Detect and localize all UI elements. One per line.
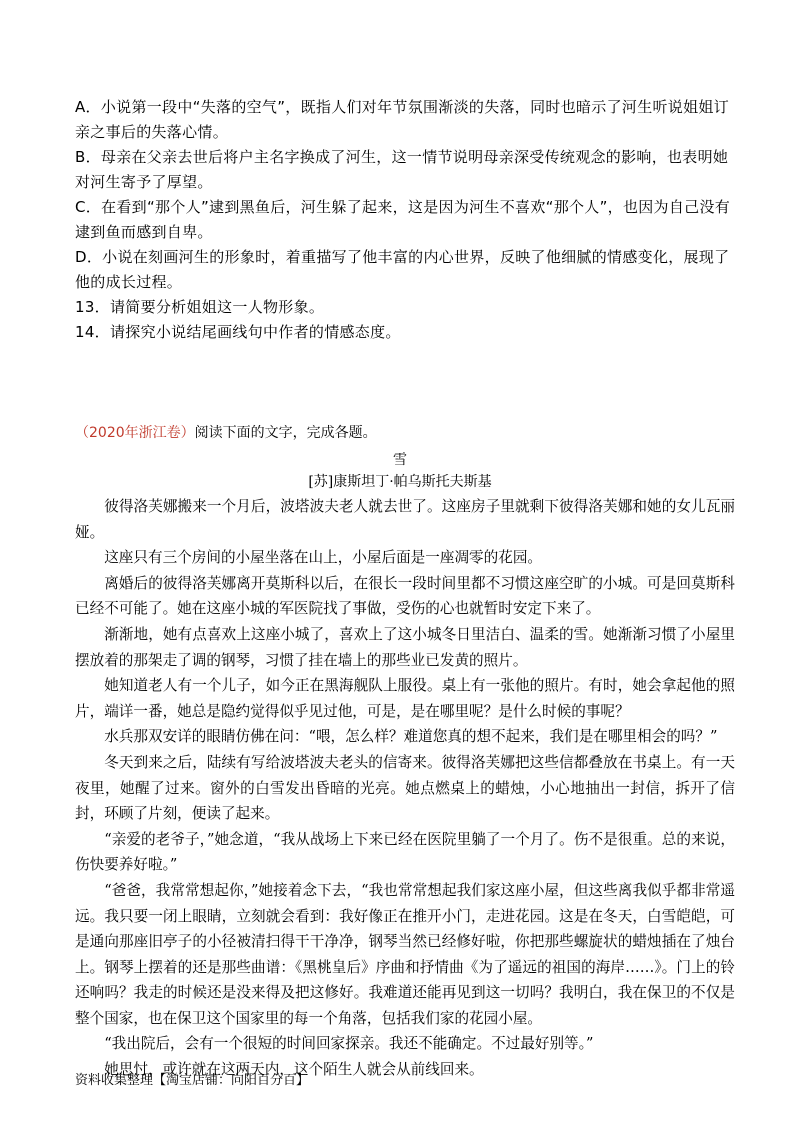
reading-instruction: 阅读下面的文字，完成各题。 — [194, 425, 377, 441]
question-13: 13．请简要分析姐姐这一人物形象。 — [75, 298, 325, 316]
story-body — [75, 494, 735, 1083]
story-paragraph: 她知道老人有一个儿子，如今正在黑海舰队上服役。桌上有一张他的照片。有时，她会拿起他的照片，端详一番，她总是隐约觉得似乎见过他，可是，是在哪里呢？是什么时候的事呢？ — [75, 677, 735, 720]
story-paragraph: 这座只有三个房间的小屋坐落在山上，小屋后面是一座凋零的花园。 — [104, 549, 543, 567]
story-paragraph: 彼得洛芙娜搬来一个月后，波塔波夫老人就去世了。这座房子里就剩下彼得洛芙娜和她的女儿瓦丽娅。 — [75, 498, 735, 541]
option-b: B．母亲在父亲去世后将户主名字换成了河生，这一情节说明母亲深受传统观念的影响，也表明她对河生寄予了厚望。 — [75, 148, 729, 191]
story-paragraph: 冬天到来之后，陆续有写给波塔波夫老头的信寄来。彼得洛芙娜把这些信都叠放在书桌上。有一天夜里，她醒了过来。窗外的白雪发出昏暗的光亮。她点燃桌上的蜡烛，小心地抽出一封信，拆开了信封，环顾了片刻，便读了起来。 — [75, 753, 735, 823]
story-title: 雪 — [393, 452, 407, 468]
story-paragraph: “我出院后，会有一个很短的时间回家探亲。我还不能确定。不过最好别等。” — [104, 1035, 594, 1053]
story-paragraph: 她思忖，或许就在这两天内，这个陌生人就会从前线回来。 — [104, 1061, 484, 1079]
story-paragraph: 离婚后的彼得洛芙娜离开莫斯科以后，在很长一段时间里都不习惯这座空旷的小城。可是回莫斯科已经不可能了。她在这座小城的军医院找了事做，受伤的心也就暂时安定下来了。 — [75, 574, 735, 618]
story-paragraph: 渐渐地，她有点喜欢上这座小城了，喜欢上了这小城冬日里洁白、温柔的雪。她渐渐习惯了小屋里摆放着的那架走了调的钢琴，习惯了挂在墙上的那些业已发黄的照片。 — [75, 625, 735, 669]
story-paragraph: 水兵那双安详的眼睛仿佛在问：“喂，怎么样？难道您真的想不起来，我们是在哪里相会的吗？” — [104, 728, 718, 746]
story-author: [苏]康斯坦丁·帕乌斯托夫斯基 — [308, 474, 492, 490]
story-paragraph: “爸爸，我常常想起你，”她接着念下去，“我也常常想起我们家这座小屋，但这些离我似乎都非常遥远。我只要一闭上眼睛，立刻就会看到：我好像正在推开小门，走进花园。这是在冬天，白雪皑皑，可是通向那座旧亭子的小径被清扫得干干净净，钢琴当然已经修好啦，你把那些螺旋状的蜡烛插在了烛台上。钢琴上摆着的还是那些曲谱：《黑桃皇后》序曲和抒情曲《为了遥远的祖国的海岸……》。门上的铃还响吗？我走的时候还是没来得及把这修好。我难道还能再见到这一切吗？我明白，我在保卫的不仅是整个国家，也在保卫这个国家里的每一个角落，包括我们家的花园小屋。 — [75, 881, 735, 1027]
answer-options — [75, 95, 735, 345]
page-footer: 资料收集整理【淘宝店铺：向阳百分百】 — [75, 1073, 310, 1088]
option-a: A．小说第一段中“失落的空气”，既指人们对年节氛围渐淡的失落，同时也暗示了河生听说姐姐订亲之事后的失落心情。 — [75, 98, 730, 141]
exam-source-line — [75, 422, 377, 444]
story-paragraph: “亲爱的老爷子，”她念道，“我从战场上下来已经在医院里躺了一个月了。伤不是很重。总的来说，伤快要养好啦。” — [75, 830, 735, 874]
option-d: D．小说在刻画河生的形象时，着重描写了他丰富的内心世界，反映了他细腻的情感变化，展现了他的成长过程。 — [75, 248, 730, 291]
option-c: C．在看到“那个人”逮到黑鱼后，河生躲了起来，这是因为河生不喜欢“那个人”，也因为自己没有逮到鱼而感到自卑。 — [75, 198, 731, 241]
question-14: 14．请探究小说结尾画线句中作者的情感态度。 — [75, 323, 401, 341]
exam-source-tag: （2020年浙江卷） — [75, 425, 195, 441]
